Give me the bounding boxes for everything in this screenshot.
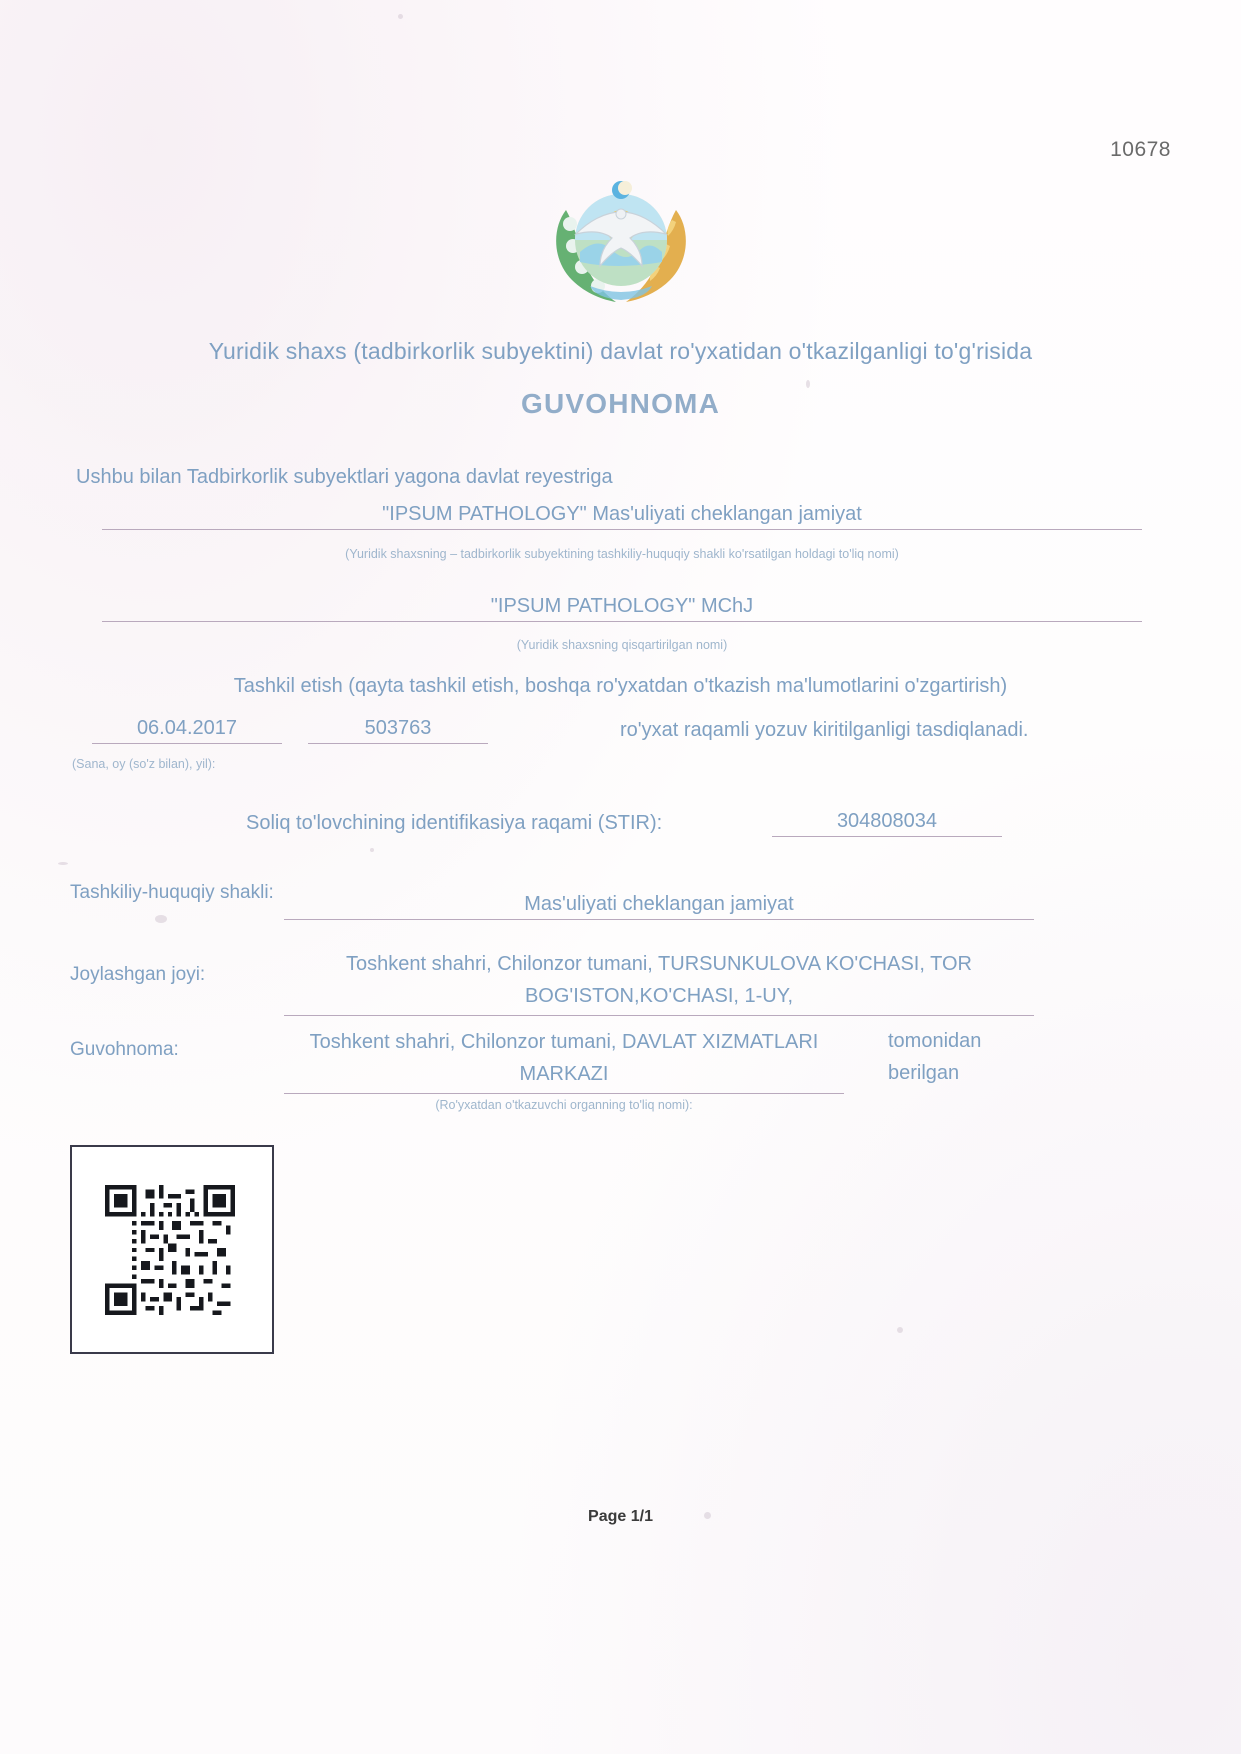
full-name-caption: (Yuridik shaxsning – tadbirkorlik subyektining tashkiliy-huquqiy shakli ko'rsatilgan holdagi to'liq nomi): [345, 547, 899, 561]
certificate-label: Guvohnoma:: [70, 1039, 179, 1060]
tin-value: 304808034: [772, 810, 1002, 837]
issued-by-word1: tomonidan: [888, 1030, 982, 1052]
confirmation-text: ro'yxat raqamli yozuv kiritilganligi tasdiqlanadi.: [620, 719, 1029, 741]
state-emblem-icon: [546, 168, 696, 308]
legal-form-label: Tashkiliy-huquqiy shakli:: [70, 882, 274, 903]
issuer-caption: (Ro'yxatdan o'tkazuvchi organning to'liq nomi):: [435, 1098, 693, 1112]
qr-code-icon: [100, 1185, 240, 1315]
qr-code-box: [70, 1145, 274, 1354]
scan-speck: [897, 1327, 903, 1333]
scan-speck: [370, 848, 374, 852]
full-name-value: "IPSUM PATHOLOGY" Mas'uliyati cheklangan jamiyat: [102, 503, 1142, 530]
page-footer: Page 1/1: [588, 1508, 653, 1525]
document-number: 10678: [1110, 138, 1171, 161]
tin-label: Soliq to'lovchining identifikasiya raqami (STIR):: [246, 812, 663, 834]
short-name-caption: (Yuridik shaxsning qisqartirilgan nomi): [516, 638, 728, 652]
location-value: Toshkent shahri, Chilonzor tumani, TURSUNKULOVA KO'CHASI, TOR BOG'ISTON,KO'CHASI, 1-UY,: [284, 948, 1034, 1016]
document-subtitle: Yuridik shaxs (tadbirkorlik subyektini) davlat ro'yxatidan o'tkazilganligi to'g'risida: [208, 338, 1033, 364]
registry-number: 503763: [308, 717, 488, 744]
location-label: Joylashgan joyi:: [70, 964, 206, 985]
legal-form-value: Mas'uliyati cheklangan jamiyat: [284, 893, 1034, 920]
issued-by-word2: berilgan: [888, 1062, 960, 1084]
scan-speck: [58, 862, 68, 865]
scan-speck: [806, 380, 810, 388]
action-line: Tashkil etish (qayta tashkil etish, boshqa ro'yxatdan o'tkazish ma'lumotlarini o'zgartirish): [233, 675, 1008, 697]
registration-date-caption: (Sana, oy (so'z bilan), yil):: [72, 757, 216, 771]
document-title: GUVOHNOMA: [520, 388, 721, 419]
registration-date: 06.04.2017: [92, 717, 282, 744]
scan-speck: [398, 14, 403, 19]
short-name-value: "IPSUM PATHOLOGY" MChJ: [102, 595, 1142, 622]
certificate-value: Toshkent shahri, Chilonzor tumani, DAVLAT XIZMATLARI MARKAZI: [284, 1026, 844, 1094]
scan-speck: [155, 915, 167, 923]
intro-text: Ushbu bilan Tadbirkorlik subyektlari yagona davlat reyestriga: [76, 466, 613, 488]
